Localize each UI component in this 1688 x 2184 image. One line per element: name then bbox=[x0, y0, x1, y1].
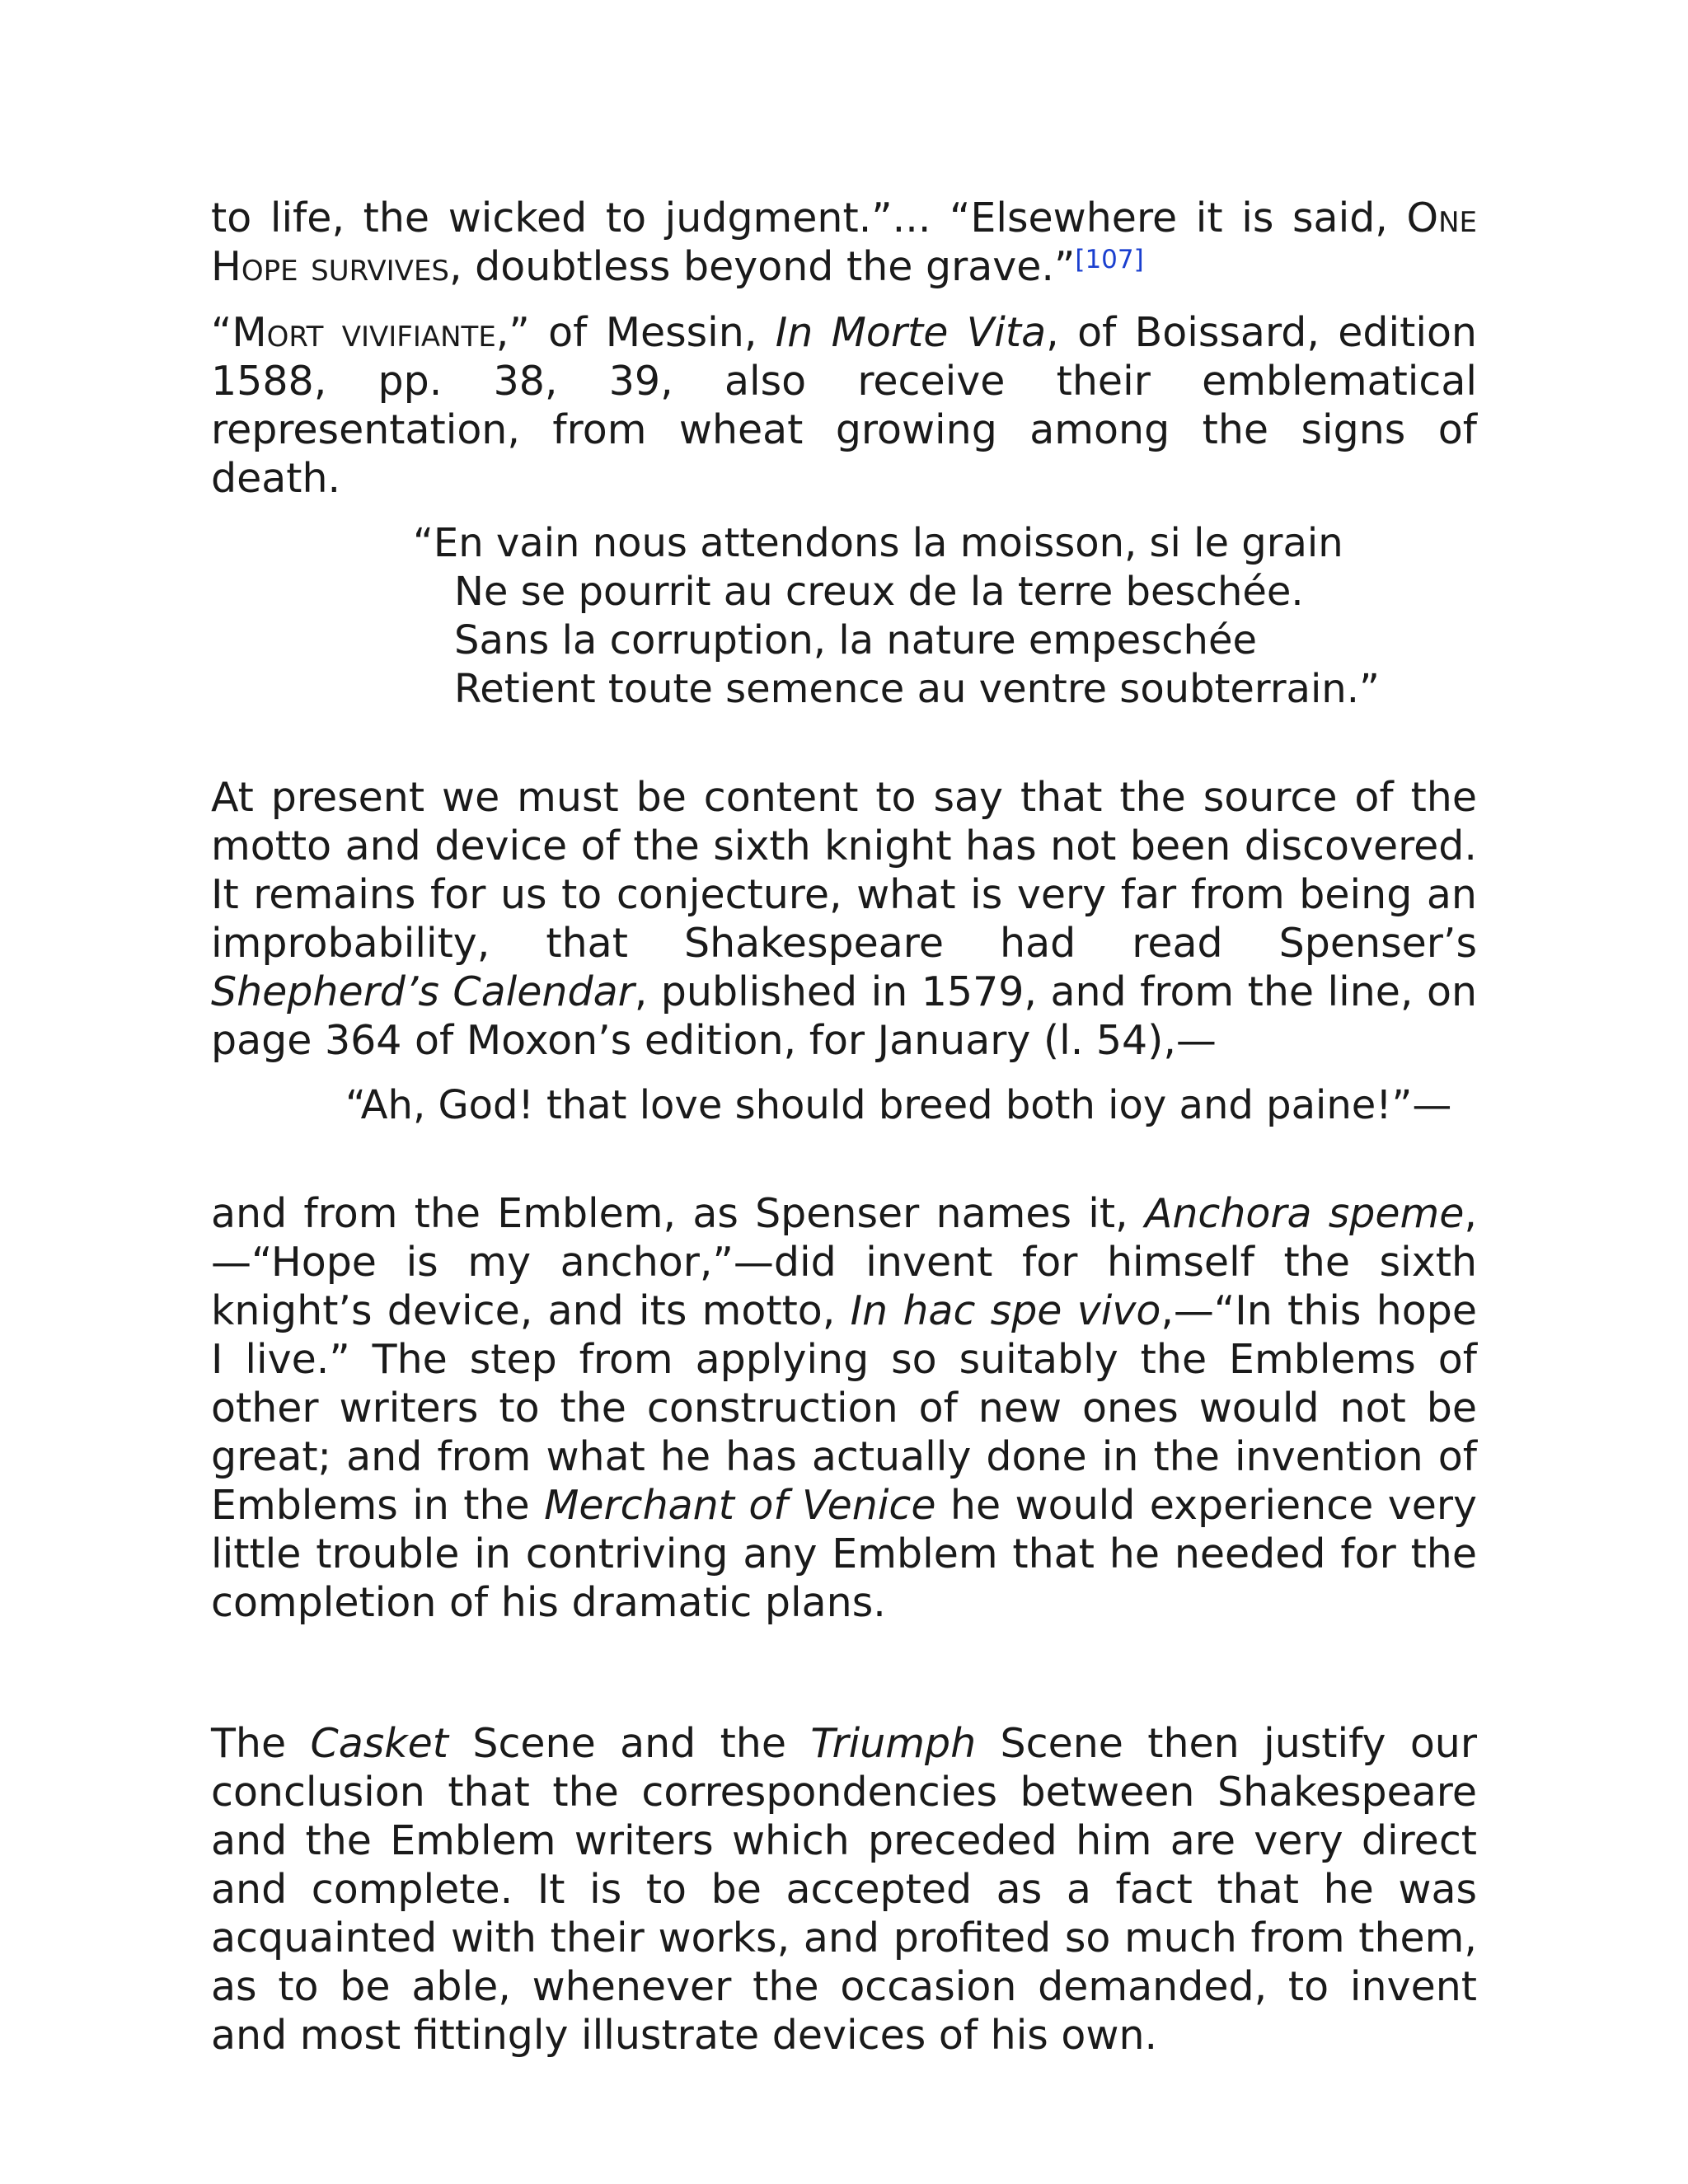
poem-line-4: Retient toute semence au ventre soubterrain.” bbox=[454, 666, 1380, 712]
quote-line: “Ah, God! that love should breed both ioy and paine!”— bbox=[345, 1082, 1452, 1128]
footnote-link-107[interactable]: [107] bbox=[1075, 245, 1144, 274]
para1-smallcaps: One Hope survives bbox=[211, 194, 1477, 290]
paragraph-five bbox=[211, 1719, 1477, 2060]
para2-italic-title: In Morte Vita bbox=[775, 309, 1047, 356]
para3-italic-title: Shepherd’s Calendar bbox=[211, 968, 635, 1015]
poem-line-3: Sans la corruption, la nature empeschée bbox=[454, 617, 1258, 663]
poem-line-1: “En vain nous attendons la moisson, si le grain bbox=[413, 520, 1343, 566]
para5-text-b: Scene and the bbox=[448, 1720, 811, 1767]
poem-line-2: Ne se pourrit au creux de la terre beschée. bbox=[454, 569, 1304, 615]
para2-smallcaps: “Mort vivifiante bbox=[211, 309, 496, 356]
para4-italic-a: Anchora speme bbox=[1144, 1190, 1465, 1237]
para5-text-a: The bbox=[211, 1720, 311, 1767]
poem-block bbox=[413, 519, 1477, 714]
para5-text-c: Scene then justify our conclusion that the correspondencies between Shakespeare and the Emblem writers which preceded him are very direct and complete. It is to be accepted as a fact that he was acquainted with their works, and profited so much from them, as to be able, whenever the occasion demanded, to invent and most fittingly illustrate devices of his own. bbox=[211, 1720, 1478, 2059]
para5-italic-a: Casket bbox=[310, 1720, 448, 1767]
para4-text-d: he would experience very little trouble in contriving any Emblem that he needed for the completion of his dramatic plans. bbox=[211, 1482, 1478, 1626]
para4-italic-c: Merchant of Venice bbox=[544, 1482, 936, 1529]
para5-italic-b: Triumph bbox=[810, 1720, 977, 1767]
para1-text-a: to life, the wicked to judgment.”... “Elsewhere it is said, bbox=[211, 194, 1407, 241]
para1-text-b: , doubtless beyond the grave.” bbox=[449, 243, 1076, 290]
para3-text-b: , published in 1579, and from the line, on page 364 of Moxon’s edition, for January (l. 54),— bbox=[211, 968, 1477, 1064]
paragraph-two bbox=[211, 308, 1477, 503]
para4-text-c: ,—“In this hope I live.” The step from applying so suitably the Emblems of other writers to the construction of new ones would not be great; and from what he has actually done in the invention of Emblems in the bbox=[211, 1287, 1478, 1529]
para4-text-a: and from the Emblem, as Spenser names it, bbox=[211, 1190, 1145, 1237]
para4-italic-b: In hac spe vivo bbox=[850, 1287, 1161, 1334]
paragraph-one bbox=[211, 194, 1477, 291]
para4-text-b: ,—“Hope is my anchor,”—did invent for himself the sixth knight’s device, and its motto, bbox=[211, 1190, 1477, 1334]
para3-text-a: At present we must be content to say that the source of the motto and device of the sixth knight has not been discovered. It remains for us to conjecture, what is very far from being an improbability, that Shakespeare had read Spenser’s bbox=[211, 774, 1477, 967]
paragraph-three bbox=[211, 773, 1477, 1065]
para2-text-a: ,” of Messin, bbox=[495, 309, 776, 356]
document-page bbox=[211, 194, 1477, 2060]
para2-text-b: , of Boissard, edition 1588, pp. 38, 39, also receive their emblematical representation, from wheat growing among the signs of death. bbox=[211, 309, 1477, 502]
paragraph-four bbox=[211, 1189, 1477, 1627]
